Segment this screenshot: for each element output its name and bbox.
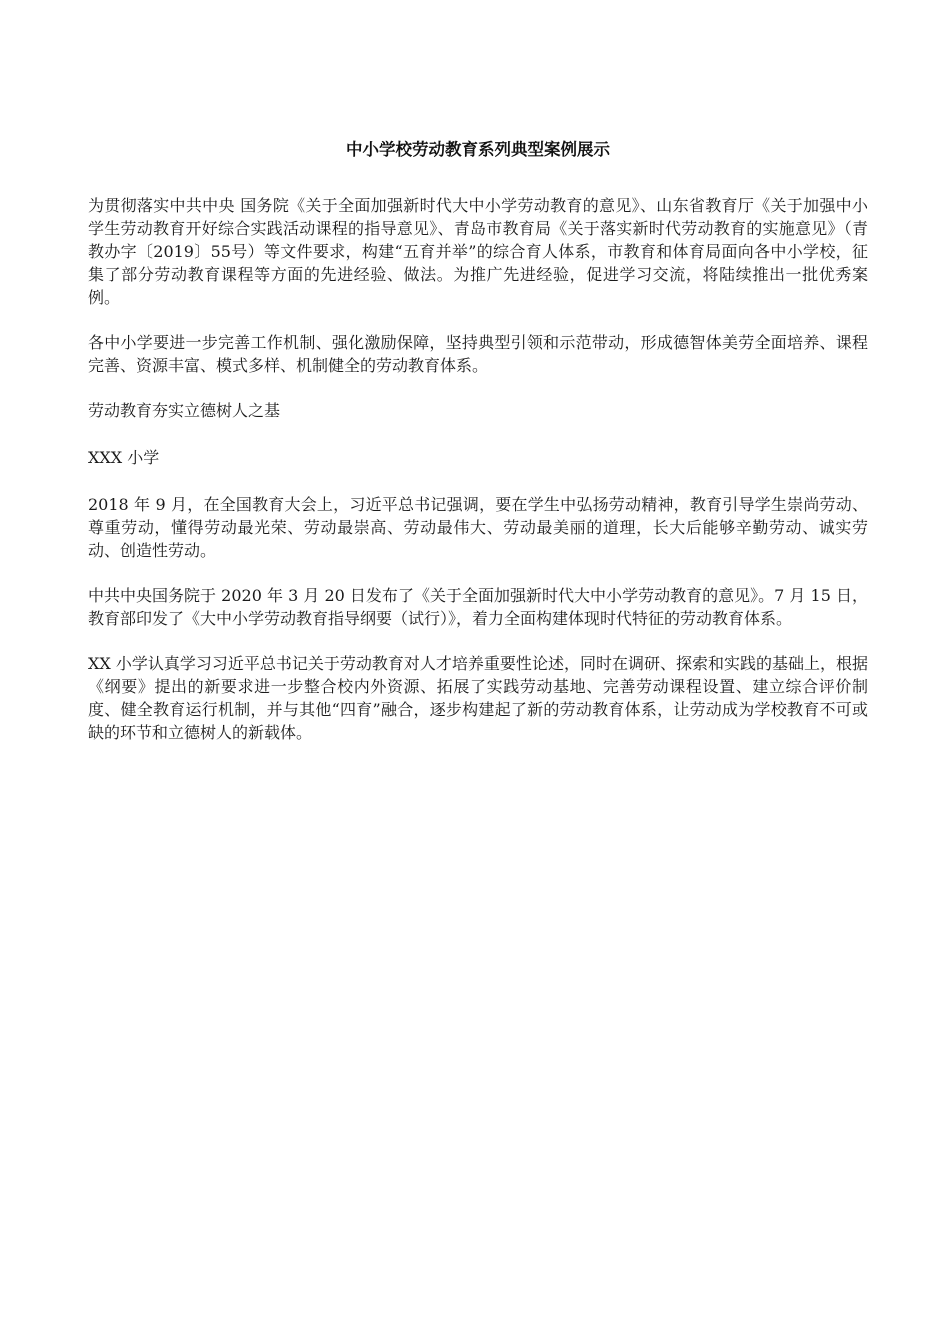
paragraph-conference: 2018 年 9 月，在全国教育大会上，习近平总书记强调，要在学生中弘扬劳动精神，教育引导学生崇尚劳动、尊重劳动，懂得劳动最光荣、劳动最崇高、劳动最伟大、劳动最美丽的道理，长大后能够辛勤劳动、诚实劳动、创造性劳动。 <box>88 495 868 560</box>
paragraph-school-practice: XX 小学认真学习习近平总书记关于劳动教育对人才培养重要性论述，同时在调研、探索和实践的基础上，根据《纲要》提出的新要求进一步整合校内外资源、拓展了实践劳动基地、完善劳动课程设置、建立综合评价制度、健全教育运行机制，并与其他“四育”融合，逐步构建起了新的劳动教育体系，让劳动成为学校教育不可或缺的环节和立德树人的新载体。 <box>88 654 868 742</box>
paragraph-intro: 为贯彻落实中共中央 国务院《关于全面加强新时代大中小学劳动教育的意见》、山东省教育厅《关于加强中小学生劳动教育开好综合实践活动课程的指导意见》、青岛市教育局《关于落实新时代劳动教育的实施意见》（青教办字〔2019〕55号）等文件要求，构建“五育并举”的综合育人体系，市教育和体育局面向各中小学校，征集了部分劳动教育课程等方面的先进经验、做法。为推广先进经验，促进学习交流，将陆续推出一批优秀案例。 <box>88 196 868 307</box>
section-heading: 劳动教育夯实立德树人之基 <box>88 401 281 420</box>
paragraph-requirements: 各中小学要进一步完善工作机制、强化激励保障，坚持典型引领和示范带动，形成德智体美劳全面培养、课程完善、资源丰富、模式多样、机制健全的劳动教育体系。 <box>88 333 868 375</box>
document-body <box>88 138 868 766</box>
document-title: 中小学校劳动教育系列典型案例展示 <box>346 140 610 159</box>
school-name: XXX 小学 <box>88 448 160 467</box>
paragraph-policy: 中共中央国务院于 2020 年 3 月 20 日发布了《关于全面加强新时代大中小学劳动教育的意见》。7 月 15 日，教育部印发了《大中小学劳动教育指导纲要（试行）》，着力全面构建体现时代特征的劳动教育体系。 <box>88 586 868 628</box>
